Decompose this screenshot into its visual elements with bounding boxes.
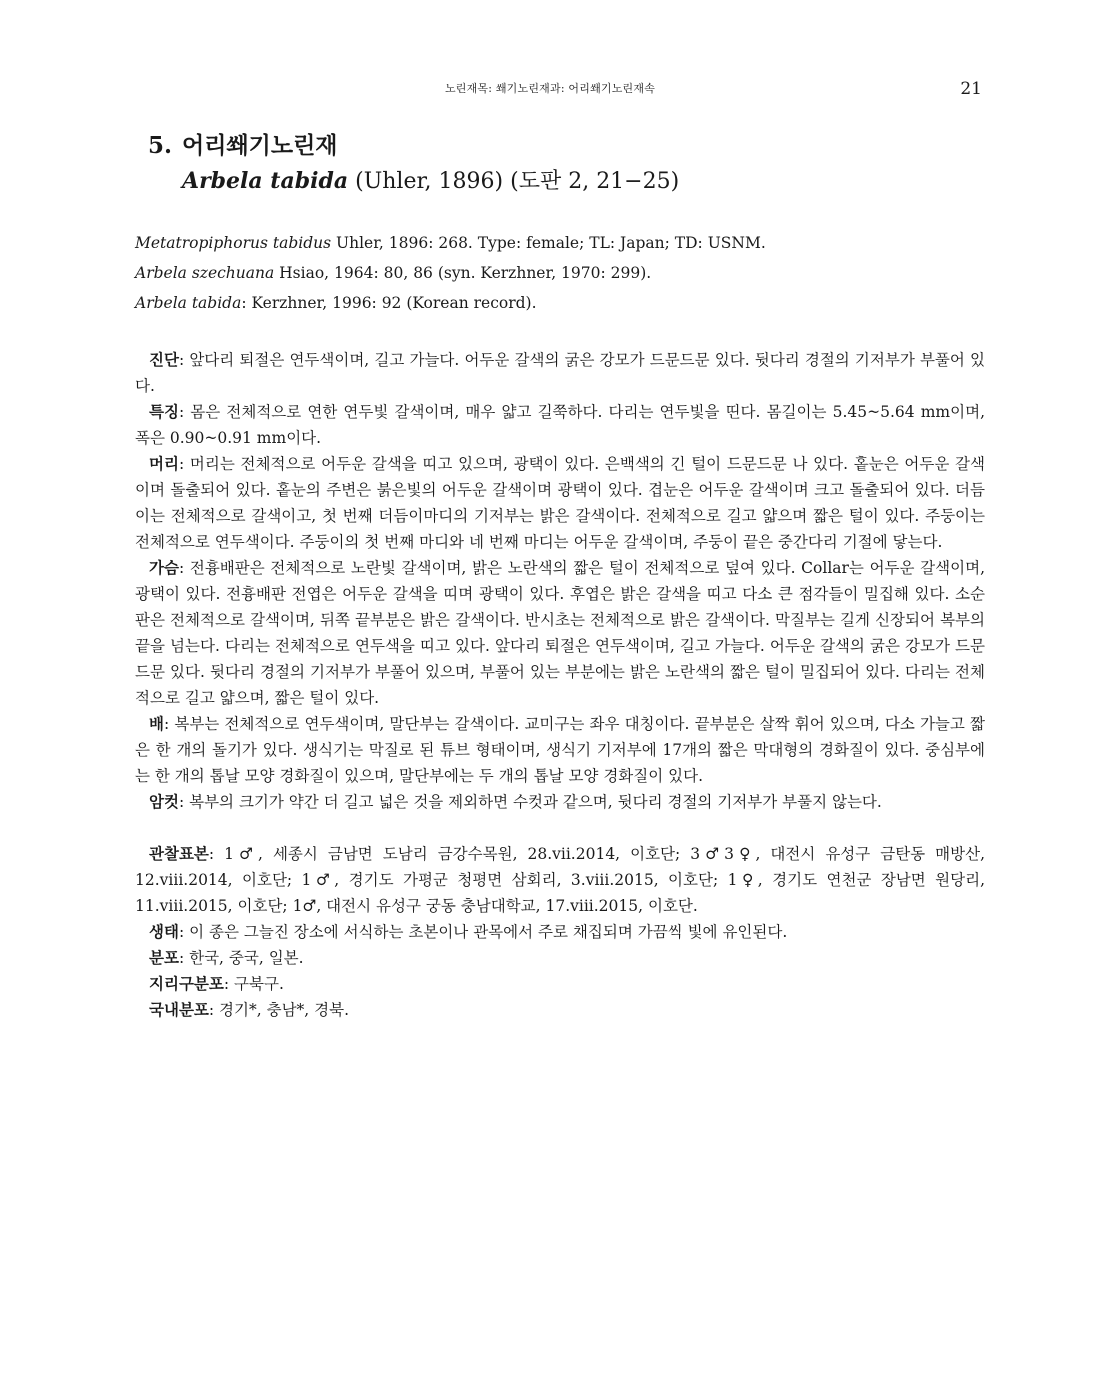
scientific-name: Arbela tabida [182, 168, 349, 194]
synonym-entry [135, 228, 985, 258]
section-text: : 앞다리 퇴절은 연두색이며, 길고 가늘다. 어두운 갈색의 굵은 강모가 드문드문 있다. 뒷다리 경절의 기저부가 부풀어 있다. [135, 351, 985, 395]
species-scientific-heading [148, 164, 968, 199]
section-label: 진단 [149, 350, 179, 369]
section-label: 배 [149, 714, 164, 733]
synonym-entry [135, 288, 985, 318]
section-text: : 한국, 중국, 일본. [178, 949, 304, 967]
section-label: 분포 [149, 948, 179, 967]
thorax-paragraph [135, 555, 985, 711]
species-heading [148, 130, 968, 199]
section-text: : 구북구. [223, 975, 284, 993]
zoogeographic-distribution-paragraph [135, 971, 985, 997]
running-title: 노린재목: 쐐기노린재과: 어리쐐기노린재속 [444, 82, 656, 95]
section-label: 암컷 [149, 792, 179, 811]
section-label: 특징 [149, 402, 179, 421]
synonym-citation: : Kerzhner, 1996: 92 (Korean record). [241, 294, 537, 312]
species-korean-heading [148, 130, 968, 162]
section-text: : 몸은 전체적으로 연한 연두빛 갈색이며, 매우 얇고 길쭉하다. 다리는 연두빛을 띤다. 몸길이는 5.45~5.64 mm이며, 폭은 0.90~0.91 mm이다. [135, 403, 985, 447]
section-text: : 전흉배판은 전체적으로 노란빛 갈색이며, 밝은 노란색의 짧은 털이 전체적으로 덮여 있다. Collar는 어두운 갈색이며, 광택이 있다. 전흉배판 전엽은 어두운 갈색을 띠며 광택이 있다. 후엽은 밝은 갈색을 띠고 다소 큰 점각들이 밀집해 있다. 소순판은 전체적으로 갈색이며, 뒤쪽 끝부분은 밝은 갈색이다. 반시초는 전체적으로 밝은 갈색이다. 막질부는 길게 신장되어 복부의 끝을 넘는다. 다리는 전체적으로 연두색을 띠고 있다. 앞다리 퇴절은 연두색이며, 길고 가늘다. 어두운 갈색의 굵은 강모가 드문드문 있다. 뒷다리 경절의 기저부가 부풀어 있으며, 부풀어 있는 부분에는 밝은 노란색의 짧은 털이 밀집되어 있다. 다리는 전체적으로 길고 얇으며, 짧은 털이 있다. [135, 559, 985, 707]
species-number: 5. [148, 132, 173, 159]
female-paragraph [135, 789, 985, 815]
diagnosis-paragraph [135, 347, 985, 399]
synonym-name: Arbela tabida [135, 294, 242, 312]
plate-reference: (도판 2, 21−25) [510, 169, 680, 194]
synonym-citation: Hsiao, 1964: 80, 86 (syn. Kerzhner, 1970: 299). [274, 264, 652, 282]
author-year: (Uhler, 1896) [355, 169, 504, 194]
page-number: 21 [960, 79, 982, 99]
synonymy-list [135, 228, 985, 318]
section-label: 가슴 [149, 558, 179, 577]
section-label: 지리구분포 [149, 974, 224, 993]
synonym-name: Arbela szechuana [135, 264, 275, 282]
section-text: : 이 종은 그늘진 장소에 서식하는 초본이나 관목에서 주로 채집되며 가끔씩 빛에 유인된다. [178, 923, 788, 941]
species-description [135, 347, 985, 1023]
section-text: : 1♂, 세종시 금남면 도남리 금강수목원, 28.vii.2014, 이호단; 3♂3♀, 대전시 유성구 금탄동 매방산, 12.viii.2014, 이호단; 1♂, 경기도 가평군 청평면 삼회리, 3.viii.2015, 이호단; 1♀, 경기도 연천군 장남면 원당리, 11.viii.2015, 이호단; 1♂, 대전시 유성구 궁동 충남대학교, 17.viii.2015, 이호단. [135, 845, 985, 915]
characteristics-paragraph [135, 399, 985, 451]
section-spacer [135, 815, 985, 841]
synonym-citation: Uhler, 1896: 268. Type: female; TL: Japan; TD: USNM. [331, 234, 766, 252]
section-label: 국내분포 [149, 1000, 209, 1019]
species-korean-name: 어리쐐기노린재 [182, 132, 338, 159]
section-label: 생태 [149, 922, 179, 941]
material-examined-paragraph [135, 841, 985, 919]
section-text: : 복부는 전체적으로 연두색이며, 말단부는 갈색이다. 교미구는 좌우 대칭이다. 끝부분은 살짝 휘어 있으며, 다소 가늘고 짧은 한 개의 돌기가 있다. 생식기는 막질로 된 튜브 형태이며, 생식기 기저부에 17개의 짧은 막대형의 경화질이 있다. 중심부에는 한 개의 톱날 모양 경화질이 있으며, 말단부에는 두 개의 톱날 모양 경화질이 있다. [135, 715, 985, 785]
section-text: : 머리는 전체적으로 어두운 갈색을 띠고 있으며, 광택이 있다. 은백색의 긴 털이 드문드문 나 있다. 홑눈은 어두운 갈색이며 돌출되어 있다. 홑눈의 주변은 붉은빛의 어두운 갈색이며 광택이 있다. 겹눈은 어두운 갈색이며 크고 돌출되어 있다. 더듬이는 전체적으로 갈색이고, 첫 번째 더듬이마디의 기저부는 밝은 갈색이다. 전체적으로 길고 얇으며 짧은 털이 있다. 주둥이는 전체적으로 연두색이다. 주둥이의 첫 번째 마디와 네 번째 마디는 어두운 갈색이며, 주둥이 끝은 중간다리 기절에 닿는다. [135, 455, 985, 551]
synonym-name: Metatropiphorus tabidus [135, 234, 332, 252]
synonym-entry [135, 258, 985, 288]
running-header [0, 80, 1100, 100]
section-text: : 경기*, 충남*, 경북. [208, 1001, 350, 1019]
head-paragraph [135, 451, 985, 555]
ecology-paragraph [135, 919, 985, 945]
abdomen-paragraph [135, 711, 985, 789]
domestic-distribution-paragraph [135, 997, 985, 1023]
distribution-paragraph [135, 945, 985, 971]
section-label: 관찰표본 [149, 844, 209, 863]
section-text: : 복부의 크기가 약간 더 길고 넓은 것을 제외하면 수컷과 같으며, 뒷다리 경절의 기저부가 부풀지 않는다. [178, 793, 882, 811]
section-label: 머리 [149, 454, 179, 473]
